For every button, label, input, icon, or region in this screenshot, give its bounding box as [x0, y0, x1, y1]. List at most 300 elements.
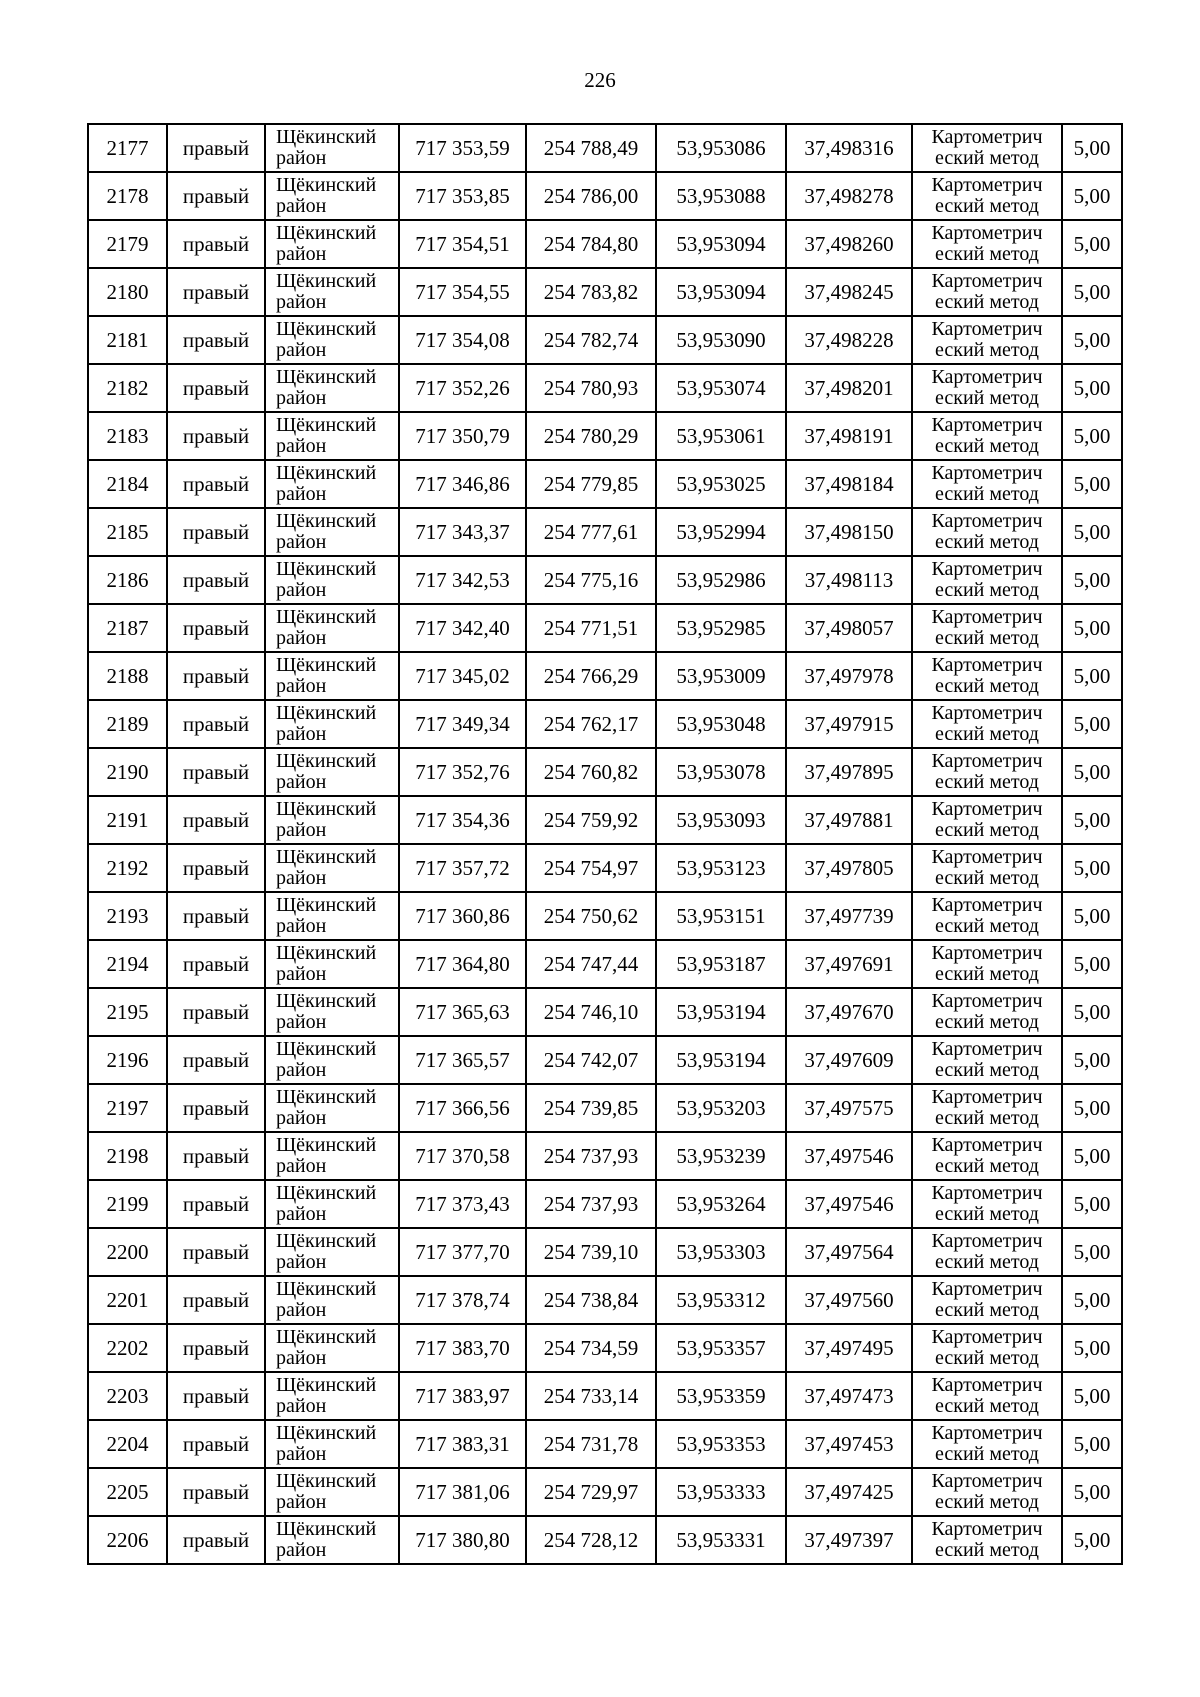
- latitude-cell: 53,953090: [656, 316, 786, 364]
- method-cell-line: Картометрич: [931, 1134, 1043, 1156]
- accuracy-cell: 5,00: [1062, 316, 1122, 364]
- region-cell-line: район: [276, 1059, 327, 1081]
- method-cell: [912, 844, 1062, 892]
- method-cell: [912, 1468, 1062, 1516]
- x-coordinate-cell: 717 365,63: [399, 988, 526, 1036]
- accuracy-cell: 5,00: [1062, 652, 1122, 700]
- latitude-cell: 53,953203: [656, 1084, 786, 1132]
- method-cell: [912, 892, 1062, 940]
- latitude-cell: 53,953009: [656, 652, 786, 700]
- y-coordinate-cell: 254 747,44: [526, 940, 656, 988]
- method-cell-line: еский метод: [935, 531, 1039, 553]
- y-coordinate-cell: 254 780,93: [526, 364, 656, 412]
- x-coordinate-cell: 717 378,74: [399, 1276, 526, 1324]
- longitude-cell: 37,497546: [786, 1180, 912, 1228]
- region-cell-line: район: [276, 435, 327, 457]
- table-row: [88, 1516, 1122, 1564]
- accuracy-cell: 5,00: [1062, 940, 1122, 988]
- method-cell: [912, 1420, 1062, 1468]
- method-cell-line: еский метод: [935, 243, 1039, 265]
- point-number-cell: 2187: [88, 604, 167, 652]
- x-coordinate-cell: 717 353,85: [399, 172, 526, 220]
- region-cell-line: Щёкинский: [276, 414, 377, 436]
- longitude-cell: 37,498113: [786, 556, 912, 604]
- accuracy-cell: 5,00: [1062, 604, 1122, 652]
- method-cell: [912, 460, 1062, 508]
- latitude-cell: 53,953303: [656, 1228, 786, 1276]
- table-row: [88, 268, 1122, 316]
- method-cell: [912, 124, 1062, 172]
- point-number-cell: 2195: [88, 988, 167, 1036]
- method-cell: [912, 508, 1062, 556]
- table-row: [88, 124, 1122, 172]
- bank-side-cell: правый: [167, 412, 265, 460]
- region-cell: [265, 364, 399, 412]
- region-cell-line: Щёкинский: [276, 654, 377, 676]
- bank-side-cell: правый: [167, 1084, 265, 1132]
- table-row: [88, 652, 1122, 700]
- bank-side-cell: правый: [167, 748, 265, 796]
- y-coordinate-cell: 254 731,78: [526, 1420, 656, 1468]
- y-coordinate-cell: 254 750,62: [526, 892, 656, 940]
- longitude-cell: 37,497881: [786, 796, 912, 844]
- region-cell: [265, 796, 399, 844]
- region-cell-line: район: [276, 915, 327, 937]
- latitude-cell: 53,952985: [656, 604, 786, 652]
- method-cell-line: еский метод: [935, 723, 1039, 745]
- method-cell-line: Картометрич: [931, 1182, 1043, 1204]
- method-cell-line: еский метод: [935, 1107, 1039, 1129]
- bank-side-cell: правый: [167, 316, 265, 364]
- latitude-cell: 53,953048: [656, 700, 786, 748]
- longitude-cell: 37,498245: [786, 268, 912, 316]
- longitude-cell: 37,497915: [786, 700, 912, 748]
- region-cell-line: район: [276, 1251, 327, 1273]
- latitude-cell: 53,953194: [656, 1036, 786, 1084]
- point-number-cell: 2179: [88, 220, 167, 268]
- bank-side-cell: правый: [167, 556, 265, 604]
- coordinates-table: [87, 123, 1123, 1565]
- region-cell-line: район: [276, 195, 327, 217]
- accuracy-cell: 5,00: [1062, 1036, 1122, 1084]
- table-row: [88, 940, 1122, 988]
- method-cell: [912, 604, 1062, 652]
- table-row: [88, 604, 1122, 652]
- method-cell: [912, 1180, 1062, 1228]
- bank-side-cell: правый: [167, 1516, 265, 1564]
- latitude-cell: 53,953187: [656, 940, 786, 988]
- method-cell-line: еский метод: [935, 1539, 1039, 1561]
- table-row: [88, 556, 1122, 604]
- table-row: [88, 700, 1122, 748]
- region-cell: [265, 556, 399, 604]
- region-cell-line: Щёкинский: [276, 606, 377, 628]
- region-cell-line: район: [276, 867, 327, 889]
- accuracy-cell: 5,00: [1062, 1468, 1122, 1516]
- point-number-cell: 2197: [88, 1084, 167, 1132]
- latitude-cell: 53,952986: [656, 556, 786, 604]
- point-number-cell: 2194: [88, 940, 167, 988]
- latitude-cell: 53,953088: [656, 172, 786, 220]
- longitude-cell: 37,497560: [786, 1276, 912, 1324]
- method-cell-line: еский метод: [935, 819, 1039, 841]
- region-cell: [265, 988, 399, 1036]
- x-coordinate-cell: 717 345,02: [399, 652, 526, 700]
- region-cell-line: Щёкинский: [276, 366, 377, 388]
- method-cell: [912, 748, 1062, 796]
- y-coordinate-cell: 254 738,84: [526, 1276, 656, 1324]
- x-coordinate-cell: 717 352,26: [399, 364, 526, 412]
- bank-side-cell: правый: [167, 220, 265, 268]
- method-cell-line: Картометрич: [931, 846, 1043, 868]
- bank-side-cell: правый: [167, 604, 265, 652]
- region-cell: [265, 1324, 399, 1372]
- latitude-cell: 53,953094: [656, 220, 786, 268]
- region-cell: [265, 1084, 399, 1132]
- method-cell-line: Картометрич: [931, 1038, 1043, 1060]
- method-cell-line: еский метод: [935, 867, 1039, 889]
- longitude-cell: 37,497670: [786, 988, 912, 1036]
- longitude-cell: 37,497609: [786, 1036, 912, 1084]
- accuracy-cell: 5,00: [1062, 844, 1122, 892]
- accuracy-cell: 5,00: [1062, 1084, 1122, 1132]
- y-coordinate-cell: 254 771,51: [526, 604, 656, 652]
- longitude-cell: 37,497978: [786, 652, 912, 700]
- latitude-cell: 53,953357: [656, 1324, 786, 1372]
- region-cell: [265, 1276, 399, 1324]
- region-cell: [265, 1132, 399, 1180]
- accuracy-cell: 5,00: [1062, 1420, 1122, 1468]
- method-cell-line: Картометрич: [931, 558, 1043, 580]
- region-cell-line: Щёкинский: [276, 270, 377, 292]
- accuracy-cell: 5,00: [1062, 1228, 1122, 1276]
- y-coordinate-cell: 254 737,93: [526, 1180, 656, 1228]
- table-row: [88, 796, 1122, 844]
- method-cell-line: Картометрич: [931, 1374, 1043, 1396]
- table-row: [88, 844, 1122, 892]
- bank-side-cell: правый: [167, 892, 265, 940]
- page-number: 226: [584, 68, 616, 92]
- region-cell: [265, 1372, 399, 1420]
- bank-side-cell: правый: [167, 460, 265, 508]
- method-cell-line: еский метод: [935, 1395, 1039, 1417]
- method-cell-line: Картометрич: [931, 510, 1043, 532]
- x-coordinate-cell: 717 357,72: [399, 844, 526, 892]
- bank-side-cell: правый: [167, 1276, 265, 1324]
- region-cell-line: район: [276, 387, 327, 409]
- region-cell-line: Щёкинский: [276, 990, 377, 1012]
- region-cell-line: район: [276, 723, 327, 745]
- table-row: [88, 1180, 1122, 1228]
- region-cell: [265, 316, 399, 364]
- table-row: [88, 1420, 1122, 1468]
- region-cell-line: Щёкинский: [276, 1374, 377, 1396]
- x-coordinate-cell: 717 352,76: [399, 748, 526, 796]
- method-cell-line: еский метод: [935, 1299, 1039, 1321]
- point-number-cell: 2191: [88, 796, 167, 844]
- region-cell-line: район: [276, 1491, 327, 1513]
- longitude-cell: 37,498260: [786, 220, 912, 268]
- region-cell-line: район: [276, 1299, 327, 1321]
- accuracy-cell: 5,00: [1062, 412, 1122, 460]
- point-number-cell: 2198: [88, 1132, 167, 1180]
- x-coordinate-cell: 717 370,58: [399, 1132, 526, 1180]
- x-coordinate-cell: 717 383,31: [399, 1420, 526, 1468]
- x-coordinate-cell: 717 343,37: [399, 508, 526, 556]
- x-coordinate-cell: 717 380,80: [399, 1516, 526, 1564]
- region-cell-line: Щёкинский: [276, 510, 377, 532]
- region-cell: [265, 604, 399, 652]
- longitude-cell: 37,497397: [786, 1516, 912, 1564]
- y-coordinate-cell: 254 734,59: [526, 1324, 656, 1372]
- accuracy-cell: 5,00: [1062, 1276, 1122, 1324]
- method-cell-line: еский метод: [935, 1491, 1039, 1513]
- region-cell: [265, 412, 399, 460]
- bank-side-cell: правый: [167, 268, 265, 316]
- latitude-cell: 53,953353: [656, 1420, 786, 1468]
- region-cell-line: район: [276, 627, 327, 649]
- longitude-cell: 37,497805: [786, 844, 912, 892]
- region-cell-line: Щёкинский: [276, 1134, 377, 1156]
- region-cell-line: Щёкинский: [276, 798, 377, 820]
- y-coordinate-cell: 254 742,07: [526, 1036, 656, 1084]
- accuracy-cell: 5,00: [1062, 556, 1122, 604]
- method-cell: [912, 220, 1062, 268]
- point-number-cell: 2193: [88, 892, 167, 940]
- point-number-cell: 2205: [88, 1468, 167, 1516]
- region-cell-line: район: [276, 1011, 327, 1033]
- longitude-cell: 37,497895: [786, 748, 912, 796]
- method-cell: [912, 700, 1062, 748]
- region-cell-line: район: [276, 147, 327, 169]
- y-coordinate-cell: 254 784,80: [526, 220, 656, 268]
- method-cell-line: Картометрич: [931, 1422, 1043, 1444]
- bank-side-cell: правый: [167, 1420, 265, 1468]
- table-row: [88, 1372, 1122, 1420]
- region-cell-line: район: [276, 339, 327, 361]
- table-row: [88, 892, 1122, 940]
- point-number-cell: 2180: [88, 268, 167, 316]
- x-coordinate-cell: 717 364,80: [399, 940, 526, 988]
- region-cell-line: район: [276, 291, 327, 313]
- table-row: [88, 1228, 1122, 1276]
- method-cell-line: еский метод: [935, 147, 1039, 169]
- y-coordinate-cell: 254 746,10: [526, 988, 656, 1036]
- point-number-cell: 2202: [88, 1324, 167, 1372]
- latitude-cell: 53,953061: [656, 412, 786, 460]
- region-cell: [265, 268, 399, 316]
- table-row: [88, 1036, 1122, 1084]
- method-cell: [912, 1228, 1062, 1276]
- method-cell-line: Картометрич: [931, 270, 1043, 292]
- table-row: [88, 1468, 1122, 1516]
- accuracy-cell: 5,00: [1062, 220, 1122, 268]
- method-cell-line: еский метод: [935, 579, 1039, 601]
- region-cell-line: Щёкинский: [276, 1230, 377, 1252]
- table-row: [88, 988, 1122, 1036]
- bank-side-cell: правый: [167, 940, 265, 988]
- region-cell-line: Щёкинский: [276, 942, 377, 964]
- method-cell: [912, 172, 1062, 220]
- longitude-cell: 37,498184: [786, 460, 912, 508]
- point-number-cell: 2189: [88, 700, 167, 748]
- latitude-cell: 53,953078: [656, 748, 786, 796]
- point-number-cell: 2203: [88, 1372, 167, 1420]
- region-cell-line: Щёкинский: [276, 894, 377, 916]
- bank-side-cell: правый: [167, 988, 265, 1036]
- accuracy-cell: 5,00: [1062, 796, 1122, 844]
- region-cell-line: Щёкинский: [276, 702, 377, 724]
- method-cell-line: еский метод: [935, 1155, 1039, 1177]
- bank-side-cell: правый: [167, 796, 265, 844]
- y-coordinate-cell: 254 760,82: [526, 748, 656, 796]
- accuracy-cell: 5,00: [1062, 748, 1122, 796]
- region-cell-line: район: [276, 675, 327, 697]
- longitude-cell: 37,497564: [786, 1228, 912, 1276]
- region-cell-line: Щёкинский: [276, 1182, 377, 1204]
- y-coordinate-cell: 254 759,92: [526, 796, 656, 844]
- method-cell: [912, 988, 1062, 1036]
- x-coordinate-cell: 717 350,79: [399, 412, 526, 460]
- region-cell: [265, 1180, 399, 1228]
- accuracy-cell: 5,00: [1062, 364, 1122, 412]
- longitude-cell: 37,497575: [786, 1084, 912, 1132]
- region-cell-line: район: [276, 1347, 327, 1369]
- region-cell: [265, 652, 399, 700]
- method-cell-line: Картометрич: [931, 990, 1043, 1012]
- method-cell: [912, 412, 1062, 460]
- longitude-cell: 37,498228: [786, 316, 912, 364]
- longitude-cell: 37,497453: [786, 1420, 912, 1468]
- region-cell: [265, 508, 399, 556]
- x-coordinate-cell: 717 360,86: [399, 892, 526, 940]
- region-cell-line: район: [276, 579, 327, 601]
- accuracy-cell: 5,00: [1062, 988, 1122, 1036]
- region-cell-line: район: [276, 483, 327, 505]
- latitude-cell: 53,953025: [656, 460, 786, 508]
- point-number-cell: 2178: [88, 172, 167, 220]
- region-cell-line: район: [276, 243, 327, 265]
- method-cell-line: Картометрич: [931, 798, 1043, 820]
- x-coordinate-cell: 717 377,70: [399, 1228, 526, 1276]
- longitude-cell: 37,498316: [786, 124, 912, 172]
- longitude-cell: 37,498201: [786, 364, 912, 412]
- method-cell-line: Картометрич: [931, 1230, 1043, 1252]
- region-cell-line: Щёкинский: [276, 558, 377, 580]
- latitude-cell: 53,953331: [656, 1516, 786, 1564]
- longitude-cell: 37,498191: [786, 412, 912, 460]
- bank-side-cell: правый: [167, 1228, 265, 1276]
- method-cell-line: Картометрич: [931, 366, 1043, 388]
- y-coordinate-cell: 254 775,16: [526, 556, 656, 604]
- accuracy-cell: 5,00: [1062, 1180, 1122, 1228]
- region-cell: [265, 892, 399, 940]
- table-row: [88, 508, 1122, 556]
- bank-side-cell: правый: [167, 844, 265, 892]
- longitude-cell: 37,498057: [786, 604, 912, 652]
- point-number-cell: 2183: [88, 412, 167, 460]
- method-cell: [912, 1324, 1062, 1372]
- longitude-cell: 37,497495: [786, 1324, 912, 1372]
- region-cell-line: район: [276, 1539, 327, 1561]
- accuracy-cell: 5,00: [1062, 700, 1122, 748]
- region-cell-line: Щёкинский: [276, 1326, 377, 1348]
- region-cell: [265, 124, 399, 172]
- bank-side-cell: правый: [167, 1180, 265, 1228]
- method-cell-line: Картометрич: [931, 318, 1043, 340]
- method-cell-line: еский метод: [935, 675, 1039, 697]
- latitude-cell: 53,953333: [656, 1468, 786, 1516]
- point-number-cell: 2199: [88, 1180, 167, 1228]
- region-cell: [265, 1468, 399, 1516]
- y-coordinate-cell: 254 739,10: [526, 1228, 656, 1276]
- method-cell: [912, 1372, 1062, 1420]
- region-cell-line: Щёкинский: [276, 1038, 377, 1060]
- region-cell: [265, 1036, 399, 1084]
- y-coordinate-cell: 254 782,74: [526, 316, 656, 364]
- method-cell-line: Картометрич: [931, 606, 1043, 628]
- table-row: [88, 172, 1122, 220]
- table-row: [88, 460, 1122, 508]
- method-cell-line: Картометрич: [931, 942, 1043, 964]
- latitude-cell: 53,953123: [656, 844, 786, 892]
- bank-side-cell: правый: [167, 1036, 265, 1084]
- point-number-cell: 2200: [88, 1228, 167, 1276]
- method-cell-line: Картометрич: [931, 1326, 1043, 1348]
- method-cell: [912, 1276, 1062, 1324]
- method-cell-line: Картометрич: [931, 750, 1043, 772]
- point-number-cell: 2204: [88, 1420, 167, 1468]
- y-coordinate-cell: 254 729,97: [526, 1468, 656, 1516]
- bank-side-cell: правый: [167, 1324, 265, 1372]
- method-cell-line: Картометрич: [931, 894, 1043, 916]
- method-cell: [912, 1084, 1062, 1132]
- method-cell-line: Картометрич: [931, 126, 1043, 148]
- x-coordinate-cell: 717 349,34: [399, 700, 526, 748]
- latitude-cell: 53,953264: [656, 1180, 786, 1228]
- region-cell-line: район: [276, 1203, 327, 1225]
- method-cell-line: еский метод: [935, 195, 1039, 217]
- accuracy-cell: 5,00: [1062, 1132, 1122, 1180]
- table-row: [88, 220, 1122, 268]
- y-coordinate-cell: 254 788,49: [526, 124, 656, 172]
- method-cell-line: Картометрич: [931, 462, 1043, 484]
- bank-side-cell: правый: [167, 1132, 265, 1180]
- method-cell: [912, 556, 1062, 604]
- region-cell: [265, 460, 399, 508]
- y-coordinate-cell: 254 766,29: [526, 652, 656, 700]
- method-cell-line: еский метод: [935, 1347, 1039, 1369]
- longitude-cell: 37,497739: [786, 892, 912, 940]
- table-row: [88, 1324, 1122, 1372]
- method-cell: [912, 652, 1062, 700]
- point-number-cell: 2196: [88, 1036, 167, 1084]
- method-cell-line: Картометрич: [931, 654, 1043, 676]
- method-cell-line: еский метод: [935, 291, 1039, 313]
- method-cell-line: еский метод: [935, 1011, 1039, 1033]
- region-cell: [265, 940, 399, 988]
- region-cell: [265, 700, 399, 748]
- accuracy-cell: 5,00: [1062, 268, 1122, 316]
- bank-side-cell: правый: [167, 1468, 265, 1516]
- point-number-cell: 2181: [88, 316, 167, 364]
- x-coordinate-cell: 717 342,53: [399, 556, 526, 604]
- y-coordinate-cell: 254 754,97: [526, 844, 656, 892]
- table-row: [88, 1132, 1122, 1180]
- x-coordinate-cell: 717 381,06: [399, 1468, 526, 1516]
- accuracy-cell: 5,00: [1062, 892, 1122, 940]
- y-coordinate-cell: 254 783,82: [526, 268, 656, 316]
